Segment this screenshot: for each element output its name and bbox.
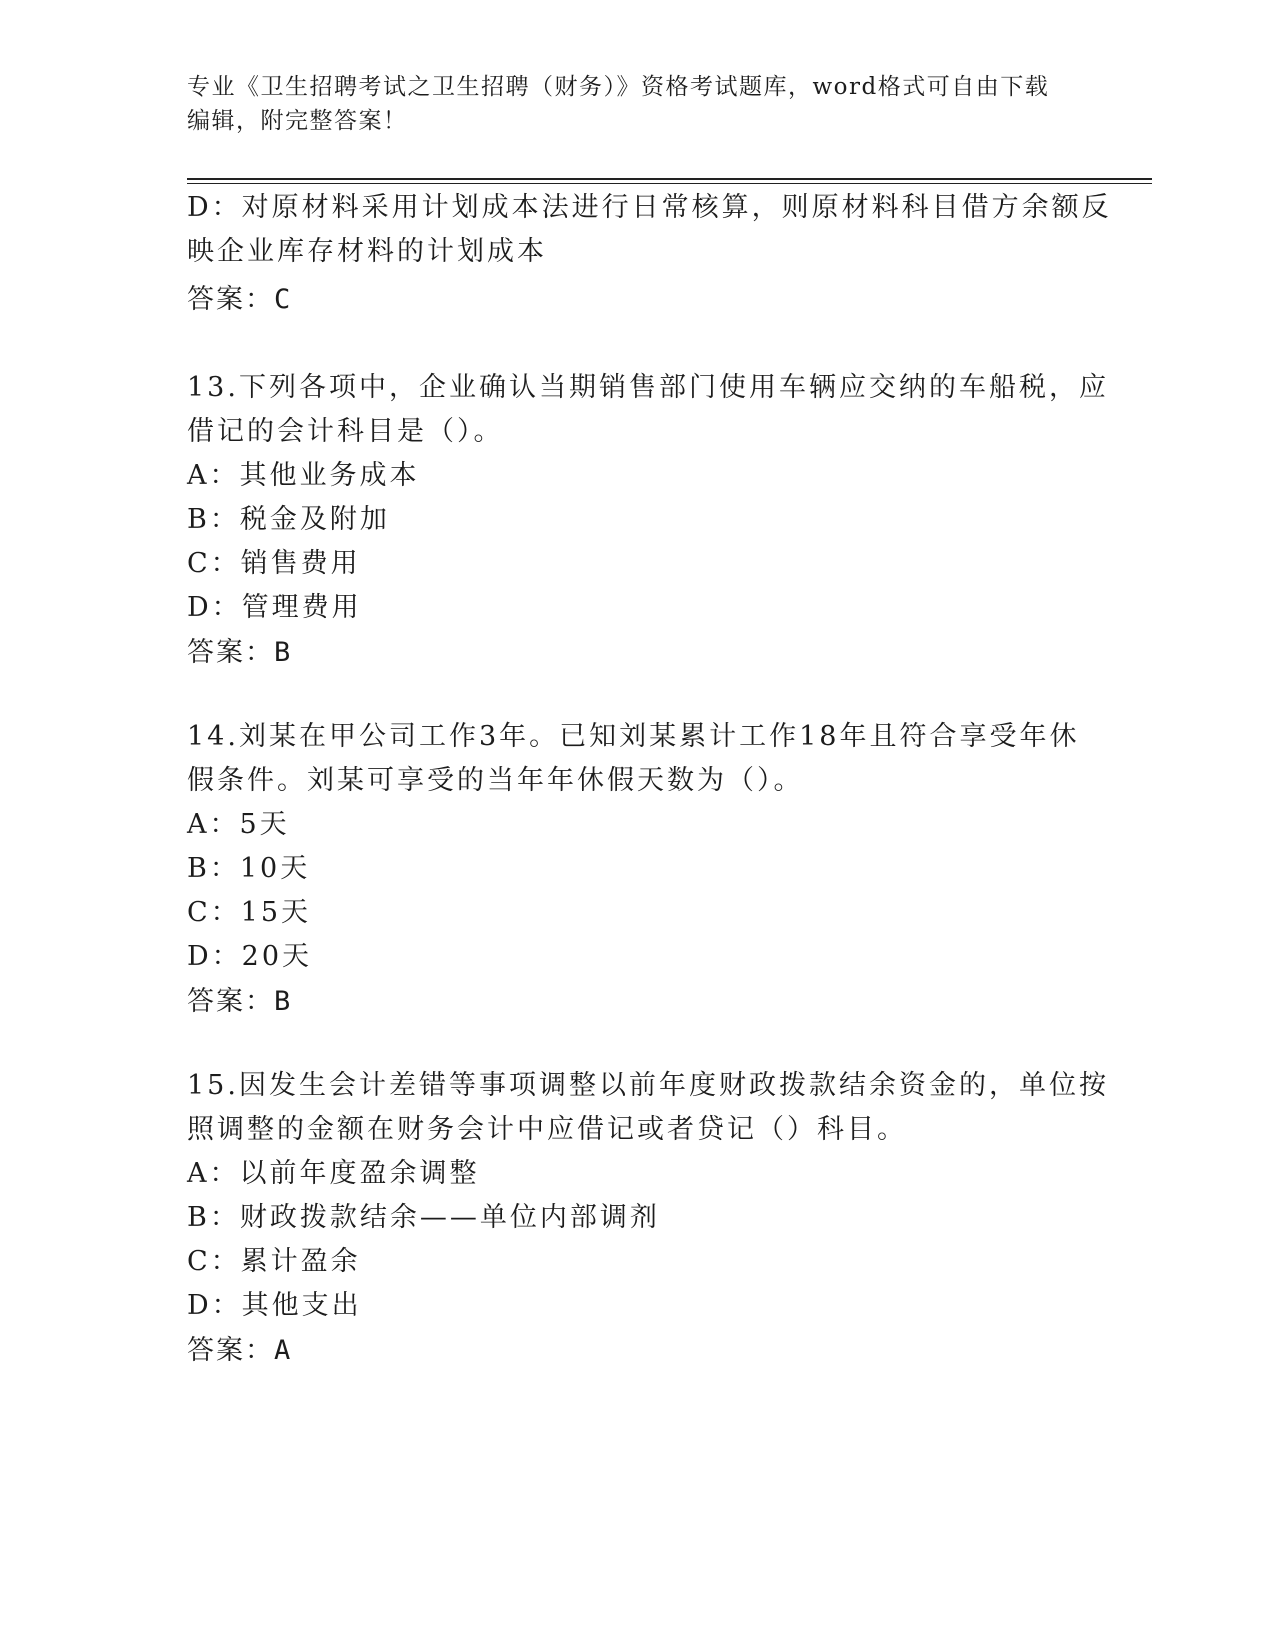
question-14-stem-line-2: 假条件。刘某可享受的当年年休假天数为（）。 bbox=[187, 765, 804, 796]
answer-value: B bbox=[274, 637, 293, 668]
answer-label: 答案： bbox=[187, 637, 274, 667]
answer-label: 答案： bbox=[187, 986, 274, 1016]
answer-label: 答案： bbox=[187, 284, 274, 314]
answer-value: B bbox=[274, 986, 293, 1017]
document-header bbox=[187, 70, 1087, 138]
question-15-stem-line-1: 15.因发生会计差错等事项调整以前年度财政拨款结余资金的，单位按 bbox=[187, 1070, 1109, 1101]
header-line-1: 专业《卫生招聘考试之卫生招聘（财务）》资格考试题库，word格式可自由下载 bbox=[187, 74, 1050, 100]
prev-option-d-line-2: 映企业库存材料的计划成本 bbox=[187, 236, 547, 267]
question-15-option-c: C：累计盈余 bbox=[187, 1246, 361, 1277]
question-13-stem-line-2: 借记的会计科目是（）。 bbox=[187, 416, 504, 447]
question-15-answer bbox=[187, 1332, 292, 1369]
prev-answer bbox=[187, 281, 292, 318]
question-14-option-d: D：20天 bbox=[187, 941, 313, 972]
question-13-option-c: C：销售费用 bbox=[187, 548, 361, 579]
question-14-option-b: B：10天 bbox=[187, 853, 311, 884]
question-13-answer bbox=[187, 634, 292, 671]
question-15-option-a: A：以前年度盈余调整 bbox=[187, 1158, 480, 1189]
question-15-option-d: D：其他支出 bbox=[187, 1290, 362, 1321]
header-line-2: 编辑，附完整答案！ bbox=[187, 108, 408, 134]
answer-label: 答案： bbox=[187, 1335, 274, 1365]
question-14-option-a: A：5天 bbox=[187, 809, 290, 840]
question-14-answer bbox=[187, 983, 292, 1020]
header-divider-thick bbox=[187, 178, 1152, 180]
question-14-stem-line-1: 14.刘某在甲公司工作3年。已知刘某累计工作18年且符合享受年休 bbox=[187, 721, 1080, 752]
question-13-stem-line-1: 13.下列各项中，企业确认当期销售部门使用车辆应交纳的车船税，应 bbox=[187, 372, 1109, 403]
answer-value: C bbox=[274, 284, 293, 315]
question-14-option-c: C：15天 bbox=[187, 897, 312, 928]
question-13-option-b: B：税金及附加 bbox=[187, 504, 390, 535]
prev-option-d-line-1: D：对原材料采用计划成本法进行日常核算，则原材料科目借方余额反 bbox=[187, 192, 1112, 223]
answer-value: A bbox=[274, 1335, 293, 1366]
question-15-option-b: B：财政拨款结余——单位内部调剂 bbox=[187, 1202, 660, 1233]
question-15-stem-line-2: 照调整的金额在财务会计中应借记或者贷记（）科目。 bbox=[187, 1114, 907, 1145]
question-13-option-a: A：其他业务成本 bbox=[187, 460, 420, 491]
question-13-option-d: D：管理费用 bbox=[187, 592, 362, 623]
header-divider-thin bbox=[187, 183, 1152, 184]
